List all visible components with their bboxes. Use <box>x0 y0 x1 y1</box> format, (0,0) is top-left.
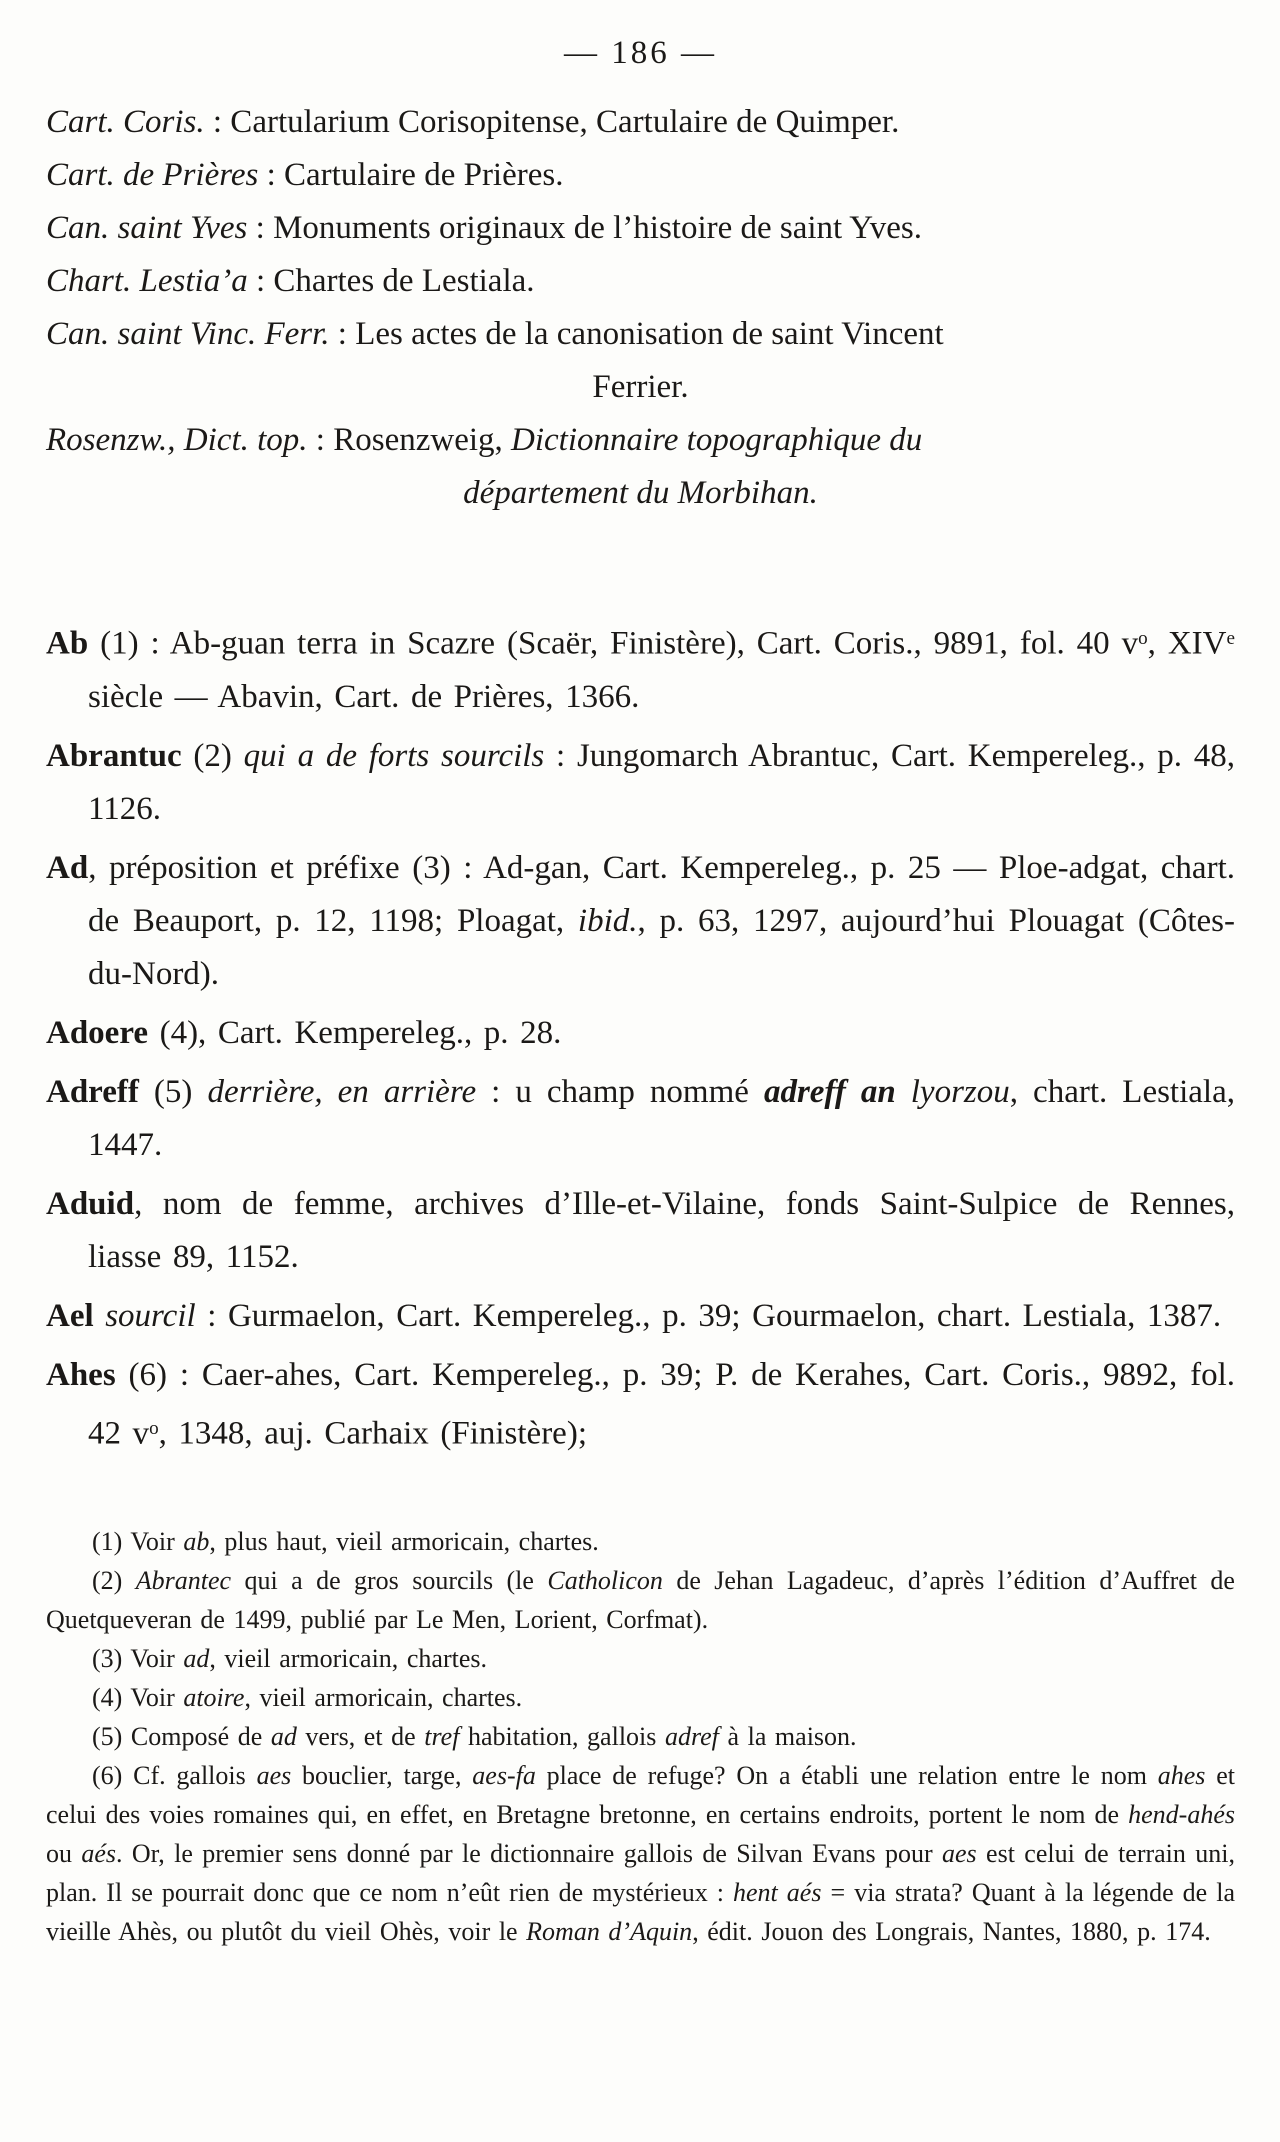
text-segment: lyorzou <box>910 1073 1010 1110</box>
text-segment: bouclier, targe, <box>291 1761 473 1791</box>
footnote <box>46 1717 1235 1756</box>
text-segment: à la maison. <box>718 1722 857 1752</box>
text-segment: derrière, en arrière <box>207 1073 477 1110</box>
text-segment: : Jungomarch Abrantuc, Cart. Kempereleg., p. 48, 1126. <box>88 737 1235 827</box>
text-segment: ab <box>183 1527 210 1557</box>
dictionary-entry <box>46 1290 1235 1343</box>
text-segment: qui a de forts sourcils <box>243 737 545 774</box>
text-segment: (6) : Caer-ahes, Cart. Kempereleg., p. 39; P. de Kerahes, Cart. Coris., 9892, fol. 42 v <box>88 1356 1235 1452</box>
text-segment: : Chartes de Lestiala. <box>247 263 535 299</box>
text-segment: sourcil <box>105 1297 196 1334</box>
text-segment: est celui de terrain uni, plan. Il se pourrait donc que ce nom n’eût rien de mystérieux : <box>46 1839 1235 1908</box>
text-segment: Ahes <box>46 1356 116 1393</box>
abbreviation-item <box>46 308 1235 361</box>
text-segment: , plus haut, vieil armoricain, chartes. <box>209 1527 599 1557</box>
text-segment: vers, et de <box>296 1722 425 1752</box>
dictionary-entry <box>46 1178 1235 1284</box>
text-segment: hent aés <box>733 1878 822 1908</box>
text-segment: Cart. Coris. <box>46 104 205 140</box>
text-segment: o <box>1138 628 1148 649</box>
text-segment: siècle — Abavin, Cart. de Prières, 1366. <box>88 678 640 715</box>
dictionary-entry <box>46 1349 1235 1461</box>
page-number: — 186 — <box>564 35 717 71</box>
text-segment: (2) <box>92 1566 136 1596</box>
text-segment: Aduid <box>46 1185 135 1222</box>
abbreviation-item <box>46 149 1235 202</box>
text-segment: aes <box>942 1839 977 1869</box>
text-segment: département du Morbihan. <box>463 475 818 511</box>
text-segment: Dictionnaire topographique du <box>511 422 923 458</box>
text-segment: (5) <box>138 1073 208 1110</box>
text-segment: aes-fa <box>472 1761 536 1791</box>
text-segment: . Or, le premier sens donné par le dictionnaire gallois de Silvan Evans pour <box>116 1839 943 1869</box>
footnotes-section <box>46 1522 1235 1951</box>
abbreviation-continuation <box>46 361 1235 414</box>
text-segment: aes <box>256 1761 292 1791</box>
text-segment: et celui des voies romaines qui, en effet, en Bretagne bretonne, en certains endroits, portent le nom de <box>46 1761 1235 1830</box>
text-segment: ibid. <box>577 902 638 939</box>
text-segment: place de refuge? On a établi une relation entre le nom <box>535 1761 1158 1791</box>
text-segment: (4) Voir <box>92 1683 184 1713</box>
abbreviation-continuation <box>46 467 1235 520</box>
text-segment: , nom de femme, archives d’Ille-et-Vilaine, fonds Saint-Sulpice de Rennes, liasse 89, 1152. <box>88 1185 1235 1275</box>
text-segment: : Gurmaelon, Cart. Kempereleg., p. 39; Gourmaelon, chart. Lestiala, 1387. <box>195 1297 1222 1334</box>
text-segment: = via strata? Quant à la légende de la vieille Ahès, ou plutôt du vieil Ohès, voir le <box>46 1878 1235 1947</box>
footnote <box>46 1756 1235 1951</box>
text-segment: Ad <box>46 849 89 886</box>
text-segment: (6) Cf. gallois <box>92 1761 257 1791</box>
text-segment: : Rosenzweig, <box>307 422 512 458</box>
text-segment: , 1348, auj. Carhaix (Finistère); <box>158 1415 587 1452</box>
footnote <box>46 1639 1235 1678</box>
abbreviations-section <box>46 96 1235 520</box>
footnote <box>46 1678 1235 1717</box>
text-segment: : Les actes de la canonisation de saint Vincent <box>329 316 944 352</box>
text-segment: Cart. de Prières <box>46 157 259 193</box>
dictionary-entry <box>46 1007 1235 1060</box>
text-segment: Chart. Lestia’a <box>46 263 248 299</box>
text-segment: Rosenzw., Dict. top. <box>46 422 308 458</box>
text-segment: , chart. Lestiala, 1447. <box>88 1073 1235 1163</box>
text-segment: , p. 63, 1297, aujourd’hui Plouagat (Côtes-du-Nord). <box>88 902 1235 992</box>
text-segment: : Cartulaire de Prières. <box>258 157 564 193</box>
text-segment: qui a de gros sourcils (le <box>231 1566 548 1596</box>
dictionary-entry <box>46 1066 1235 1172</box>
text-segment: (3) Voir <box>92 1644 184 1674</box>
text-segment <box>94 1298 106 1334</box>
footnote <box>46 1561 1235 1639</box>
text-segment: Can. saint Yves <box>46 210 248 246</box>
text-segment: de Jehan Lagadeuc, d’après l’édition d’Auffret de Quetqueveran de 1499, publié par Le Men, Lorient, Corfmat). <box>46 1566 1235 1635</box>
text-segment: hend-ahés <box>1128 1800 1235 1830</box>
text-segment: e <box>1226 628 1235 649</box>
text-segment: aés <box>81 1839 117 1869</box>
text-segment: Adoere <box>46 1014 149 1051</box>
text-segment: , vieil armoricain, chartes. <box>209 1644 488 1674</box>
text-segment: Ferrier. <box>592 369 689 405</box>
dictionary-entry <box>46 842 1235 1001</box>
text-segment: Can. saint Vinc. Ferr. <box>46 316 330 352</box>
text-segment: adreff an <box>763 1073 911 1110</box>
entries-section <box>46 612 1235 1460</box>
text-segment: Ab <box>46 625 89 662</box>
text-segment: (5) Composé de <box>92 1722 271 1752</box>
text-segment: o <box>149 1417 159 1439</box>
abbreviation-item <box>46 96 1235 149</box>
text-segment: adref <box>664 1722 719 1752</box>
abbreviation-item <box>46 202 1235 255</box>
text-segment: Catholicon <box>547 1566 663 1596</box>
text-segment: : Cartularium Corisopitense, Cartulaire de Quimper. <box>204 104 900 140</box>
text-segment: Roman d’Aquin <box>526 1917 693 1947</box>
text-segment: tref <box>424 1722 460 1752</box>
footnote <box>46 1522 1235 1561</box>
text-segment: (1) : Ab-guan terra in Scazre (Scaër, Finistère), Cart. Coris., 9891, fol. 40 v <box>88 625 1139 662</box>
text-segment: , préposition et préfixe (3) : Ad-gan, Cart. Kempereleg., p. 25 — Ploe-adgat, chart. de Beauport, p. 12, 1198; Ploagat, <box>88 849 1235 939</box>
text-segment: Abrantuc <box>46 737 182 774</box>
text-segment: ad <box>270 1722 297 1752</box>
text-segment: Ael <box>46 1297 94 1334</box>
text-segment: Abrantec <box>135 1566 232 1596</box>
text-segment: (4), Cart. Kempereleg., p. 28. <box>148 1014 562 1051</box>
text-segment: : u champ nommé <box>476 1073 764 1110</box>
text-segment: , XIV <box>1147 625 1227 662</box>
abbreviation-item <box>46 414 1235 467</box>
dictionary-entry <box>46 612 1235 724</box>
text-segment: (2) <box>181 737 244 774</box>
text-segment: (1) Voir <box>92 1527 184 1557</box>
abbreviation-item <box>46 255 1235 308</box>
text-segment: habitation, gallois <box>459 1722 665 1752</box>
dictionary-entry <box>46 730 1235 836</box>
text-segment: ahes <box>1157 1761 1206 1791</box>
text-segment: ou <box>46 1839 82 1869</box>
text-segment: Adreff <box>46 1073 139 1110</box>
text-segment: atoire <box>183 1683 245 1713</box>
text-segment: ad <box>183 1644 210 1674</box>
text-segment: : Monuments originaux de l’histoire de saint Yves. <box>247 210 923 246</box>
text-segment: , édit. Jouon des Longrais, Nantes, 1880, p. 174. <box>692 1917 1211 1947</box>
text-segment: , vieil armoricain, chartes. <box>244 1683 523 1713</box>
